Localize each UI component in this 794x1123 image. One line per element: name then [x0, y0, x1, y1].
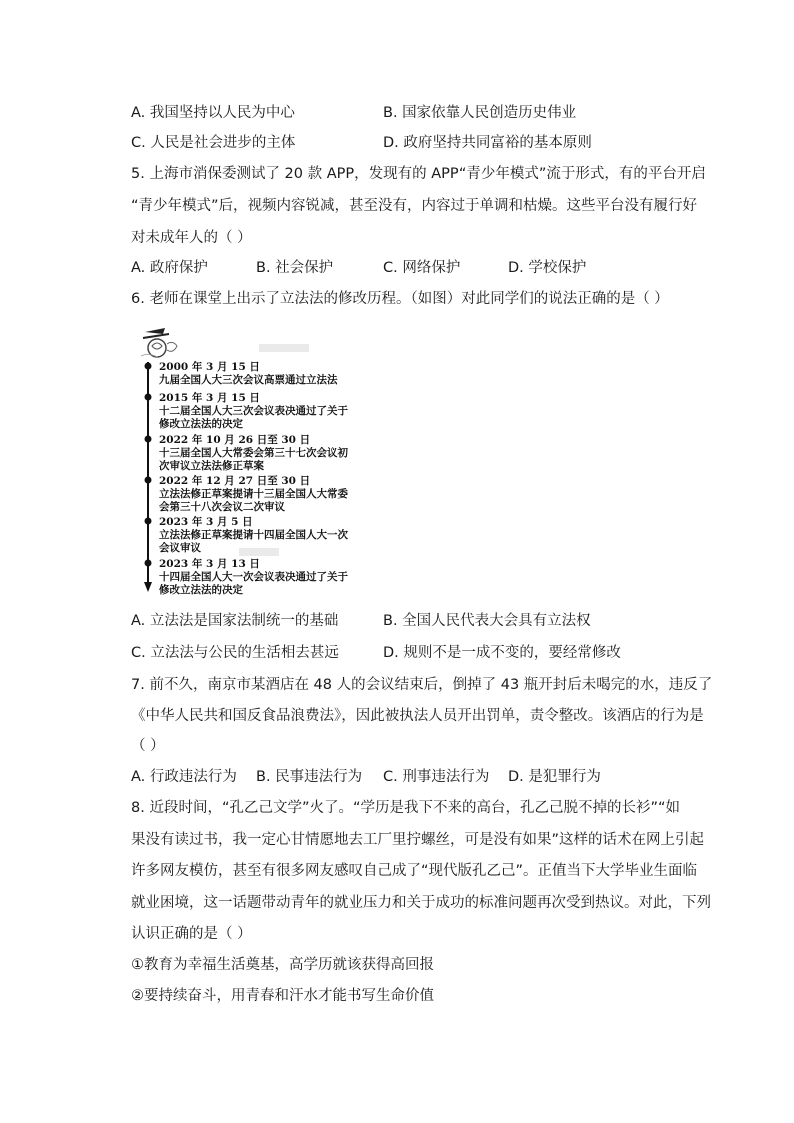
- timeline-node-icon: [145, 394, 152, 401]
- q5-stem-line-2: “青少年模式”后，视频内容锐减，甚至没有，内容过于单调和枯燥。这些平台没有履行好: [131, 198, 698, 214]
- q6-option-a: A. 立法法是国家法制统一的基础: [131, 613, 339, 629]
- q7-option-c: C. 刑事违法行为: [383, 769, 490, 785]
- q5-stem-line-3: 对未成年人的（ ）: [131, 230, 252, 246]
- timeline-date: 2022 年 10 月 26 日至 30 日: [159, 434, 311, 446]
- q4-option-d: D. 政府坚持共同富裕的基本原则: [383, 135, 592, 151]
- q5-option-b: B. 社会保护: [256, 260, 334, 276]
- q5-stem-line-1: 5. 上海市消保委测试了 20 款 APP，发现有的 APP“青少年模式”流于形式，有的平台开启: [131, 166, 706, 182]
- q5-option-a: A. 政府保护: [131, 260, 208, 276]
- timeline-description: 十四届全国人大一次会议表决通过了关于: [159, 571, 348, 583]
- q6-option-d: D. 规则不是一成不变的，要经常修改: [383, 645, 621, 661]
- timeline-node-icon: [145, 436, 152, 443]
- q7-stem-line-3: （ ）: [131, 738, 165, 754]
- legislation-law-timeline-figure: [139, 326, 369, 598]
- timeline-description: 会议审议: [159, 542, 201, 554]
- timeline-description: 次审议立法法修正草案: [159, 460, 264, 472]
- timeline-date: 2023 年 3 月 13 日: [159, 558, 260, 570]
- q4-option-c: C. 人民是社会进步的主体: [131, 135, 296, 151]
- q6-option-c: C. 立法法与公民的生活相去甚远: [131, 645, 339, 661]
- timeline-description: 十二届全国人大三次会议表决通过了关于: [159, 405, 348, 417]
- timeline-description: 会第三十八次会议二次审议: [159, 501, 285, 513]
- timeline-description: 立法法修正草案提请十四届全国人大一次: [159, 529, 348, 541]
- q7-option-a: A. 行政违法行为: [131, 769, 237, 785]
- q8-stem-line-1: 8. 近段时间，“孔乙己文学”火了。“学历是我下不来的高台，孔乙己脱不掉的长衫”“如: [131, 800, 681, 816]
- timeline-date: 2000 年 3 月 15 日: [159, 361, 260, 373]
- q4-option-a: A. 我国坚持以人民为中心: [131, 105, 295, 121]
- timeline-description: 十三届全国人大常委会第三十七次会议初: [159, 447, 348, 459]
- q4-option-b: B. 国家依靠人民创造历史伟业: [383, 105, 577, 121]
- q8-stem-line-2: 果没有读过书，我一定心甘情愿地去工厂里拧螺丝，可是没有如果”这样的话术在网上引起: [131, 832, 705, 848]
- timeline-description: 修改立法法的决定: [159, 418, 243, 430]
- q6-stem-line-1: 6. 老师在课堂上出示了立法法的修改历程。（如图）对此同学们的说法正确的是（ ）: [131, 291, 669, 307]
- timeline-date: 2022 年 12 月 27 日至 30 日: [159, 475, 311, 487]
- timeline-node-icon: [145, 518, 152, 525]
- timeline-node-icon: [145, 363, 152, 370]
- timeline-date: 2023 年 3 月 5 日: [159, 516, 253, 528]
- q8-stem-line-4: 就业困境，这一话题带动青年的就业压力和关于成功的标准问题再次受到热议。对此，下列: [131, 895, 711, 911]
- timeline-description: 修改立法法的决定: [159, 584, 243, 596]
- q8-stem-line-3: 许多网友模仿，甚至有很多网友感叹自己成了“现代版孔乙己”。正值当下大学毕业生面临: [131, 863, 698, 879]
- timeline-node-icon: [145, 477, 152, 484]
- q8-statement-1: ①教育为幸福生活奠基，高学历就该获得高回报: [131, 957, 434, 973]
- q7-option-d: D. 是犯罪行为: [508, 769, 601, 785]
- q8-statement-2: ②要持续奋斗，用青春和汗水才能书写生命价值: [131, 988, 434, 1004]
- q5-option-d: D. 学校保护: [508, 260, 587, 276]
- timeline-date: 2015 年 3 月 15 日: [159, 392, 260, 404]
- q7-stem-line-2: 《中华人民共和国反食品浪费法》，因此被执法人员开出罚单，责令整改。该酒店的行为是: [131, 708, 704, 724]
- q8-stem-line-5: 认识正确的是（ ）: [131, 926, 252, 942]
- timeline-description: 立法法修正草案提请十三届全国人大常委: [159, 488, 348, 500]
- q7-option-b: B. 民事违法行为: [256, 769, 363, 785]
- timeline-entries: [145, 360, 349, 596]
- q5-option-c: C. 网络保护: [383, 260, 461, 276]
- timeline-emblem-icon: [141, 328, 177, 358]
- q7-stem-line-1: 7. 前不久，南京市某酒店在 48 人的会议结束后，倒掉了 43 瓶开封后未喝完的水，违反了: [131, 677, 713, 693]
- timeline-description: 九届全国人大三次会议高票通过立法法: [159, 374, 338, 386]
- q6-option-b: B. 全国人民代表大会具有立法权: [383, 613, 591, 629]
- timeline-node-icon: [145, 560, 152, 567]
- timeline-arrow-icon: [144, 582, 152, 592]
